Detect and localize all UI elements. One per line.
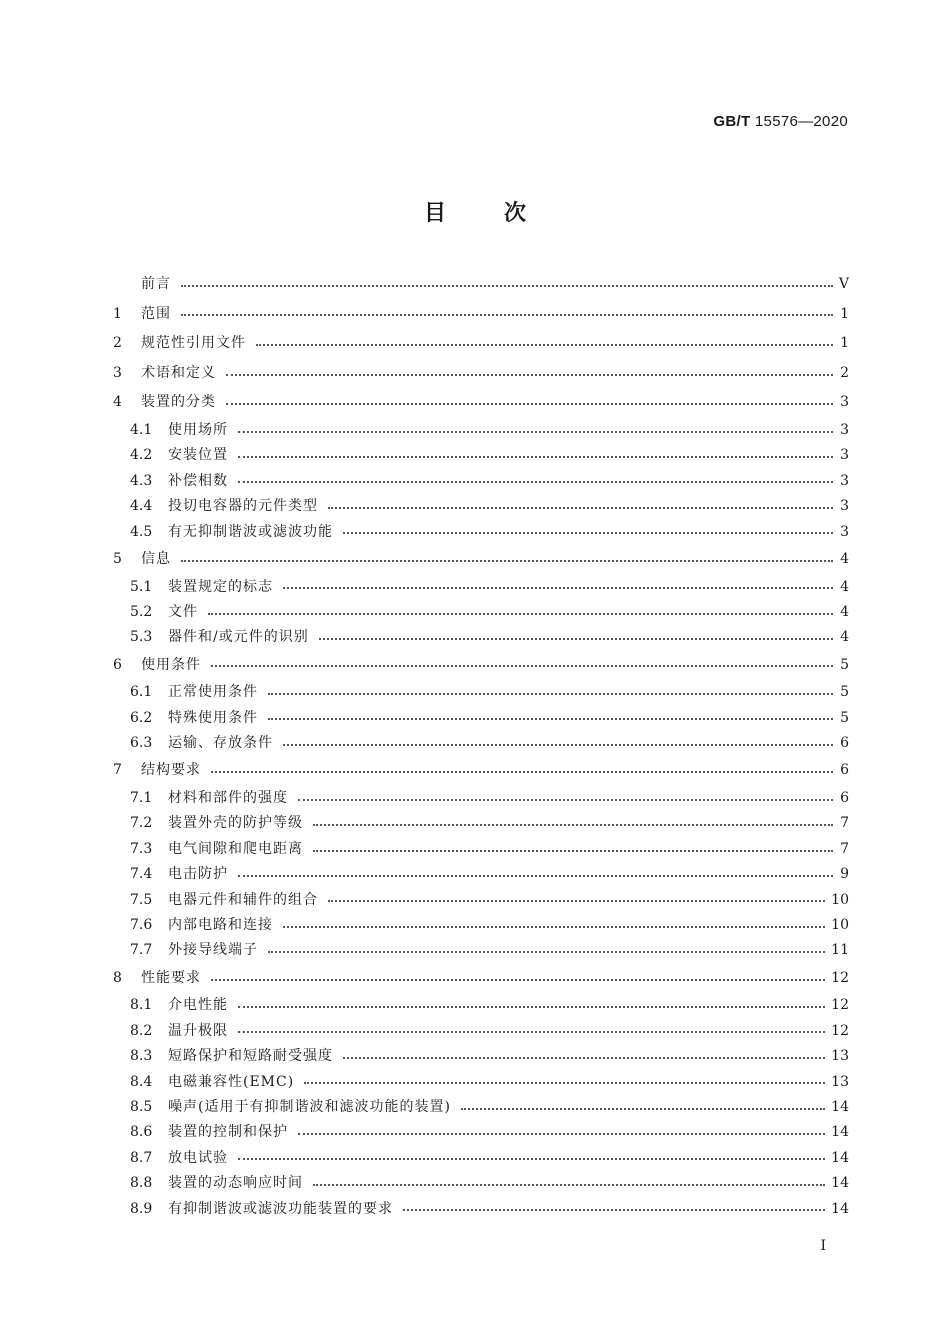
table-of-contents xyxy=(113,270,849,1222)
toc-entry-title: 使用条件 xyxy=(141,656,201,673)
toc-dot-leader xyxy=(283,587,833,589)
toc-entry-page: 4 xyxy=(840,578,849,595)
toc-entry-number: 2 xyxy=(113,335,122,352)
toc-entry-title: 前言 xyxy=(141,276,171,292)
toc-entry[interactable] xyxy=(113,1070,849,1095)
toc-dot-leader xyxy=(313,1184,825,1186)
toc-entry-number: 4.2 xyxy=(130,447,153,464)
toc-entry[interactable] xyxy=(113,680,849,705)
toc-dot-leader xyxy=(461,1108,825,1110)
toc-entry-title: 噪声(适用于有抑制谐波和滤波功能的装置) xyxy=(168,1098,451,1115)
toc-entry[interactable] xyxy=(113,786,849,811)
toc-entry-page: 3 xyxy=(840,472,849,489)
toc-entry-number: 6.3 xyxy=(130,735,153,752)
toc-dot-leader xyxy=(238,1031,825,1033)
toc-entry-title: 装置的分类 xyxy=(141,394,216,411)
toc-entry[interactable] xyxy=(113,1120,849,1145)
toc-entry[interactable] xyxy=(113,388,849,418)
toc-entry-page: 6 xyxy=(840,762,849,779)
toc-entry-page: 5 xyxy=(840,656,849,673)
toc-dot-leader xyxy=(283,926,825,928)
toc-entry-page: 14 xyxy=(831,1175,849,1192)
toc-entry-number: 1 xyxy=(113,305,122,322)
toc-entry[interactable] xyxy=(113,756,849,786)
toc-dot-leader xyxy=(181,560,833,562)
toc-entry[interactable] xyxy=(113,469,849,494)
toc-entry-number: 4.5 xyxy=(130,523,153,540)
toc-dot-leader xyxy=(238,456,833,458)
toc-dot-leader xyxy=(313,850,833,852)
toc-entry[interactable] xyxy=(113,575,849,600)
toc-entry-number: 5.1 xyxy=(130,578,153,595)
toc-entry-page: 3 xyxy=(840,421,849,438)
toc-entry[interactable] xyxy=(113,651,849,681)
toc-entry-number: 8.2 xyxy=(130,1022,153,1039)
toc-entry-number: 7 xyxy=(113,762,122,779)
toc-entry-number: 7.4 xyxy=(130,866,153,883)
toc-dot-leader xyxy=(268,693,833,695)
toc-entry-title: 规范性引用文件 xyxy=(141,335,246,352)
toc-dot-leader xyxy=(304,1082,825,1084)
toc-entry-number: 8.5 xyxy=(130,1098,153,1115)
toc-entry-page: 4 xyxy=(840,550,849,567)
toc-entry-title: 装置规定的标志 xyxy=(168,578,273,595)
toc-entry[interactable] xyxy=(113,1171,849,1196)
toc-entry-title: 器件和/或元件的识别 xyxy=(168,629,309,646)
toc-dot-leader xyxy=(238,875,833,877)
toc-entry[interactable] xyxy=(113,938,849,963)
toc-entry-title: 安装位置 xyxy=(168,447,228,464)
toc-entry-title: 信息 xyxy=(141,550,171,567)
toc-entry-title: 外接导线端子 xyxy=(168,942,258,959)
toc-entry-page: 14 xyxy=(831,1200,849,1217)
toc-entry-page: 7 xyxy=(840,840,849,857)
toc-entry[interactable] xyxy=(113,837,849,862)
toc-entry-page: 12 xyxy=(831,1022,849,1039)
toc-entry-page: 12 xyxy=(831,969,849,986)
toc-entry-title: 正常使用条件 xyxy=(168,684,258,701)
toc-dot-leader xyxy=(226,403,833,405)
toc-entry-title: 电气间隙和爬电距离 xyxy=(168,840,303,857)
toc-dot-leader xyxy=(403,1209,825,1211)
toc-entry-page: 12 xyxy=(831,997,849,1014)
toc-entry-page: 3 xyxy=(840,394,849,411)
toc-dot-leader xyxy=(256,344,833,346)
toc-entry-number: 8.3 xyxy=(130,1048,153,1065)
toc-entry[interactable] xyxy=(113,862,849,887)
toc-entry-title: 内部电路和连接 xyxy=(168,917,273,933)
toc-dot-leader xyxy=(313,824,833,826)
toc-entry[interactable] xyxy=(113,545,849,575)
toc-entry-page: 4 xyxy=(840,629,849,646)
toc-entry[interactable] xyxy=(113,359,849,389)
toc-entry[interactable] xyxy=(113,964,849,994)
toc-entry[interactable] xyxy=(113,418,849,443)
toc-entry-page: 9 xyxy=(840,866,849,883)
toc-entry-page: 11 xyxy=(831,942,849,959)
toc-entry-number: 5 xyxy=(113,550,122,567)
toc-entry[interactable] xyxy=(113,913,849,938)
toc-dot-leader xyxy=(226,374,833,376)
toc-entry-title: 投切电容器的元件类型 xyxy=(168,498,318,515)
toc-entry-number: 8.9 xyxy=(130,1200,153,1217)
toc-entry-page: 5 xyxy=(840,709,849,726)
toc-dot-leader xyxy=(328,900,825,902)
toc-entry-number: 6.2 xyxy=(130,709,153,726)
toc-entry-title: 有抑制谐波或滤波功能装置的要求 xyxy=(168,1200,393,1217)
page-number: I xyxy=(820,1238,826,1254)
toc-entry-number: 8.6 xyxy=(130,1124,153,1141)
toc-entry-number: 7.2 xyxy=(130,815,153,832)
toc-entry-page: 3 xyxy=(840,523,849,540)
toc-entry-title: 范围 xyxy=(141,305,171,322)
toc-entry-page: 7 xyxy=(840,815,849,832)
standard-code xyxy=(713,113,848,130)
toc-entry[interactable] xyxy=(113,1197,849,1222)
toc-entry-title: 文件 xyxy=(168,603,198,620)
toc-entry-page: 3 xyxy=(840,447,849,464)
toc-dot-leader xyxy=(238,431,833,433)
toc-entry[interactable] xyxy=(113,706,849,731)
toc-dot-leader xyxy=(343,1057,825,1059)
toc-entry[interactable] xyxy=(113,993,849,1018)
toc-entry-title: 电击防护 xyxy=(168,866,228,883)
toc-dot-leader xyxy=(211,665,833,667)
toc-entry-number: 4.1 xyxy=(130,421,153,438)
toc-entry-number: 8.8 xyxy=(130,1175,153,1192)
toc-entry[interactable] xyxy=(113,888,849,913)
toc-dot-leader xyxy=(181,314,833,316)
toc-entry-number: 7.6 xyxy=(130,917,153,933)
toc-dot-leader xyxy=(238,1006,825,1008)
toc-entry-number: 5.2 xyxy=(130,603,153,620)
toc-entry-title: 装置外壳的防护等级 xyxy=(168,815,303,832)
toc-entry-page: 14 xyxy=(831,1149,849,1166)
toc-entry-title: 放电试验 xyxy=(168,1149,228,1166)
toc-entry-number: 3 xyxy=(113,364,122,381)
toc-entry-title: 结构要求 xyxy=(141,762,201,779)
toc-entry-page: 10 xyxy=(831,891,849,908)
toc-dot-leader xyxy=(298,1133,825,1135)
toc-entry-number: 4.3 xyxy=(130,472,153,489)
toc-entry-page: 5 xyxy=(840,684,849,701)
standard-code-prefix: GB/T xyxy=(713,113,751,130)
toc-dot-leader xyxy=(238,481,833,483)
toc-entry-title: 电磁兼容性(EMC) xyxy=(168,1073,295,1090)
toc-entry-page: 6 xyxy=(840,790,849,807)
toc-dot-leader xyxy=(238,1158,825,1160)
toc-entry-title: 有无抑制谐波或滤波功能 xyxy=(168,523,333,540)
toc-entry-number: 7.3 xyxy=(130,840,153,857)
toc-entry-number: 8.4 xyxy=(130,1073,153,1090)
toc-entry[interactable] xyxy=(113,494,849,519)
toc-entry-page: 3 xyxy=(840,498,849,515)
toc-entry-page: 4 xyxy=(840,603,849,620)
toc-entry-number: 6.1 xyxy=(130,684,153,701)
toc-entry-page: 2 xyxy=(840,364,849,381)
toc-entry-number: 8.1 xyxy=(130,997,153,1014)
page-title: 目次 xyxy=(423,201,584,226)
toc-entry[interactable] xyxy=(113,1146,849,1171)
toc-dot-leader xyxy=(319,638,833,640)
toc-entry[interactable] xyxy=(113,731,849,756)
toc-entry-number: 8.7 xyxy=(130,1149,153,1166)
toc-entry-title: 电器元件和辅件的组合 xyxy=(168,891,318,908)
toc-entry-title: 材料和部件的强度 xyxy=(168,790,288,807)
toc-entry-page: 13 xyxy=(831,1073,849,1090)
toc-entry-title: 性能要求 xyxy=(141,969,201,986)
toc-entry-title: 补偿相数 xyxy=(168,472,228,489)
toc-entry-number: 4 xyxy=(113,394,122,411)
toc-entry[interactable] xyxy=(113,600,849,625)
toc-entry-title: 装置的动态响应时间 xyxy=(168,1175,303,1192)
toc-entry-page: 1 xyxy=(840,305,849,322)
toc-entry[interactable] xyxy=(113,443,849,468)
toc-entry-page: 13 xyxy=(831,1048,849,1065)
toc-entry-page: 1 xyxy=(840,335,849,352)
toc-entry-number: 7.5 xyxy=(130,891,153,908)
toc-entry-number: 6 xyxy=(113,656,122,673)
toc-entry-number: 5.3 xyxy=(130,629,153,646)
toc-dot-leader xyxy=(208,613,833,615)
toc-dot-leader xyxy=(343,532,833,534)
toc-dot-leader xyxy=(298,799,833,801)
toc-dot-leader xyxy=(211,979,825,981)
toc-dot-leader xyxy=(328,507,833,509)
toc-dot-leader xyxy=(268,951,825,953)
toc-entry[interactable] xyxy=(113,1044,849,1069)
toc-entry-number: 4.4 xyxy=(130,498,153,515)
toc-entry-title: 装置的控制和保护 xyxy=(168,1124,288,1141)
toc-entry-page: 6 xyxy=(840,735,849,752)
toc-entry-title: 温升极限 xyxy=(168,1022,228,1039)
toc-entry[interactable] xyxy=(113,811,849,836)
toc-entry-title: 使用场所 xyxy=(168,421,228,438)
toc-entry[interactable] xyxy=(113,329,849,359)
toc-entry-title: 特殊使用条件 xyxy=(168,709,258,726)
toc-entry-title: 运输、存放条件 xyxy=(168,735,273,752)
toc-entry-title: 短路保护和短路耐受强度 xyxy=(168,1048,333,1065)
toc-entry-number: 7.1 xyxy=(130,790,153,807)
toc-dot-leader xyxy=(283,744,833,746)
toc-entry-page: 14 xyxy=(831,1124,849,1141)
toc-entry-number: 7.7 xyxy=(130,942,153,959)
toc-entry-title: 介电性能 xyxy=(168,997,228,1014)
toc-entry[interactable] xyxy=(113,520,849,545)
toc-entry[interactable] xyxy=(113,625,849,650)
toc-dot-leader xyxy=(181,285,833,287)
toc-entry[interactable] xyxy=(113,1019,849,1044)
toc-entry-page: V xyxy=(838,276,849,292)
toc-entry-number: 8 xyxy=(113,969,122,986)
toc-entry[interactable] xyxy=(113,1095,849,1120)
toc-entry-page: 14 xyxy=(831,1098,849,1115)
toc-entry-page: 10 xyxy=(831,917,849,933)
toc-entry[interactable] xyxy=(113,270,849,300)
standard-code-number: 15576—2020 xyxy=(754,113,848,130)
toc-dot-leader xyxy=(211,771,833,773)
toc-dot-leader xyxy=(268,718,833,720)
toc-entry-title: 术语和定义 xyxy=(141,364,216,381)
toc-entry[interactable] xyxy=(113,300,849,330)
